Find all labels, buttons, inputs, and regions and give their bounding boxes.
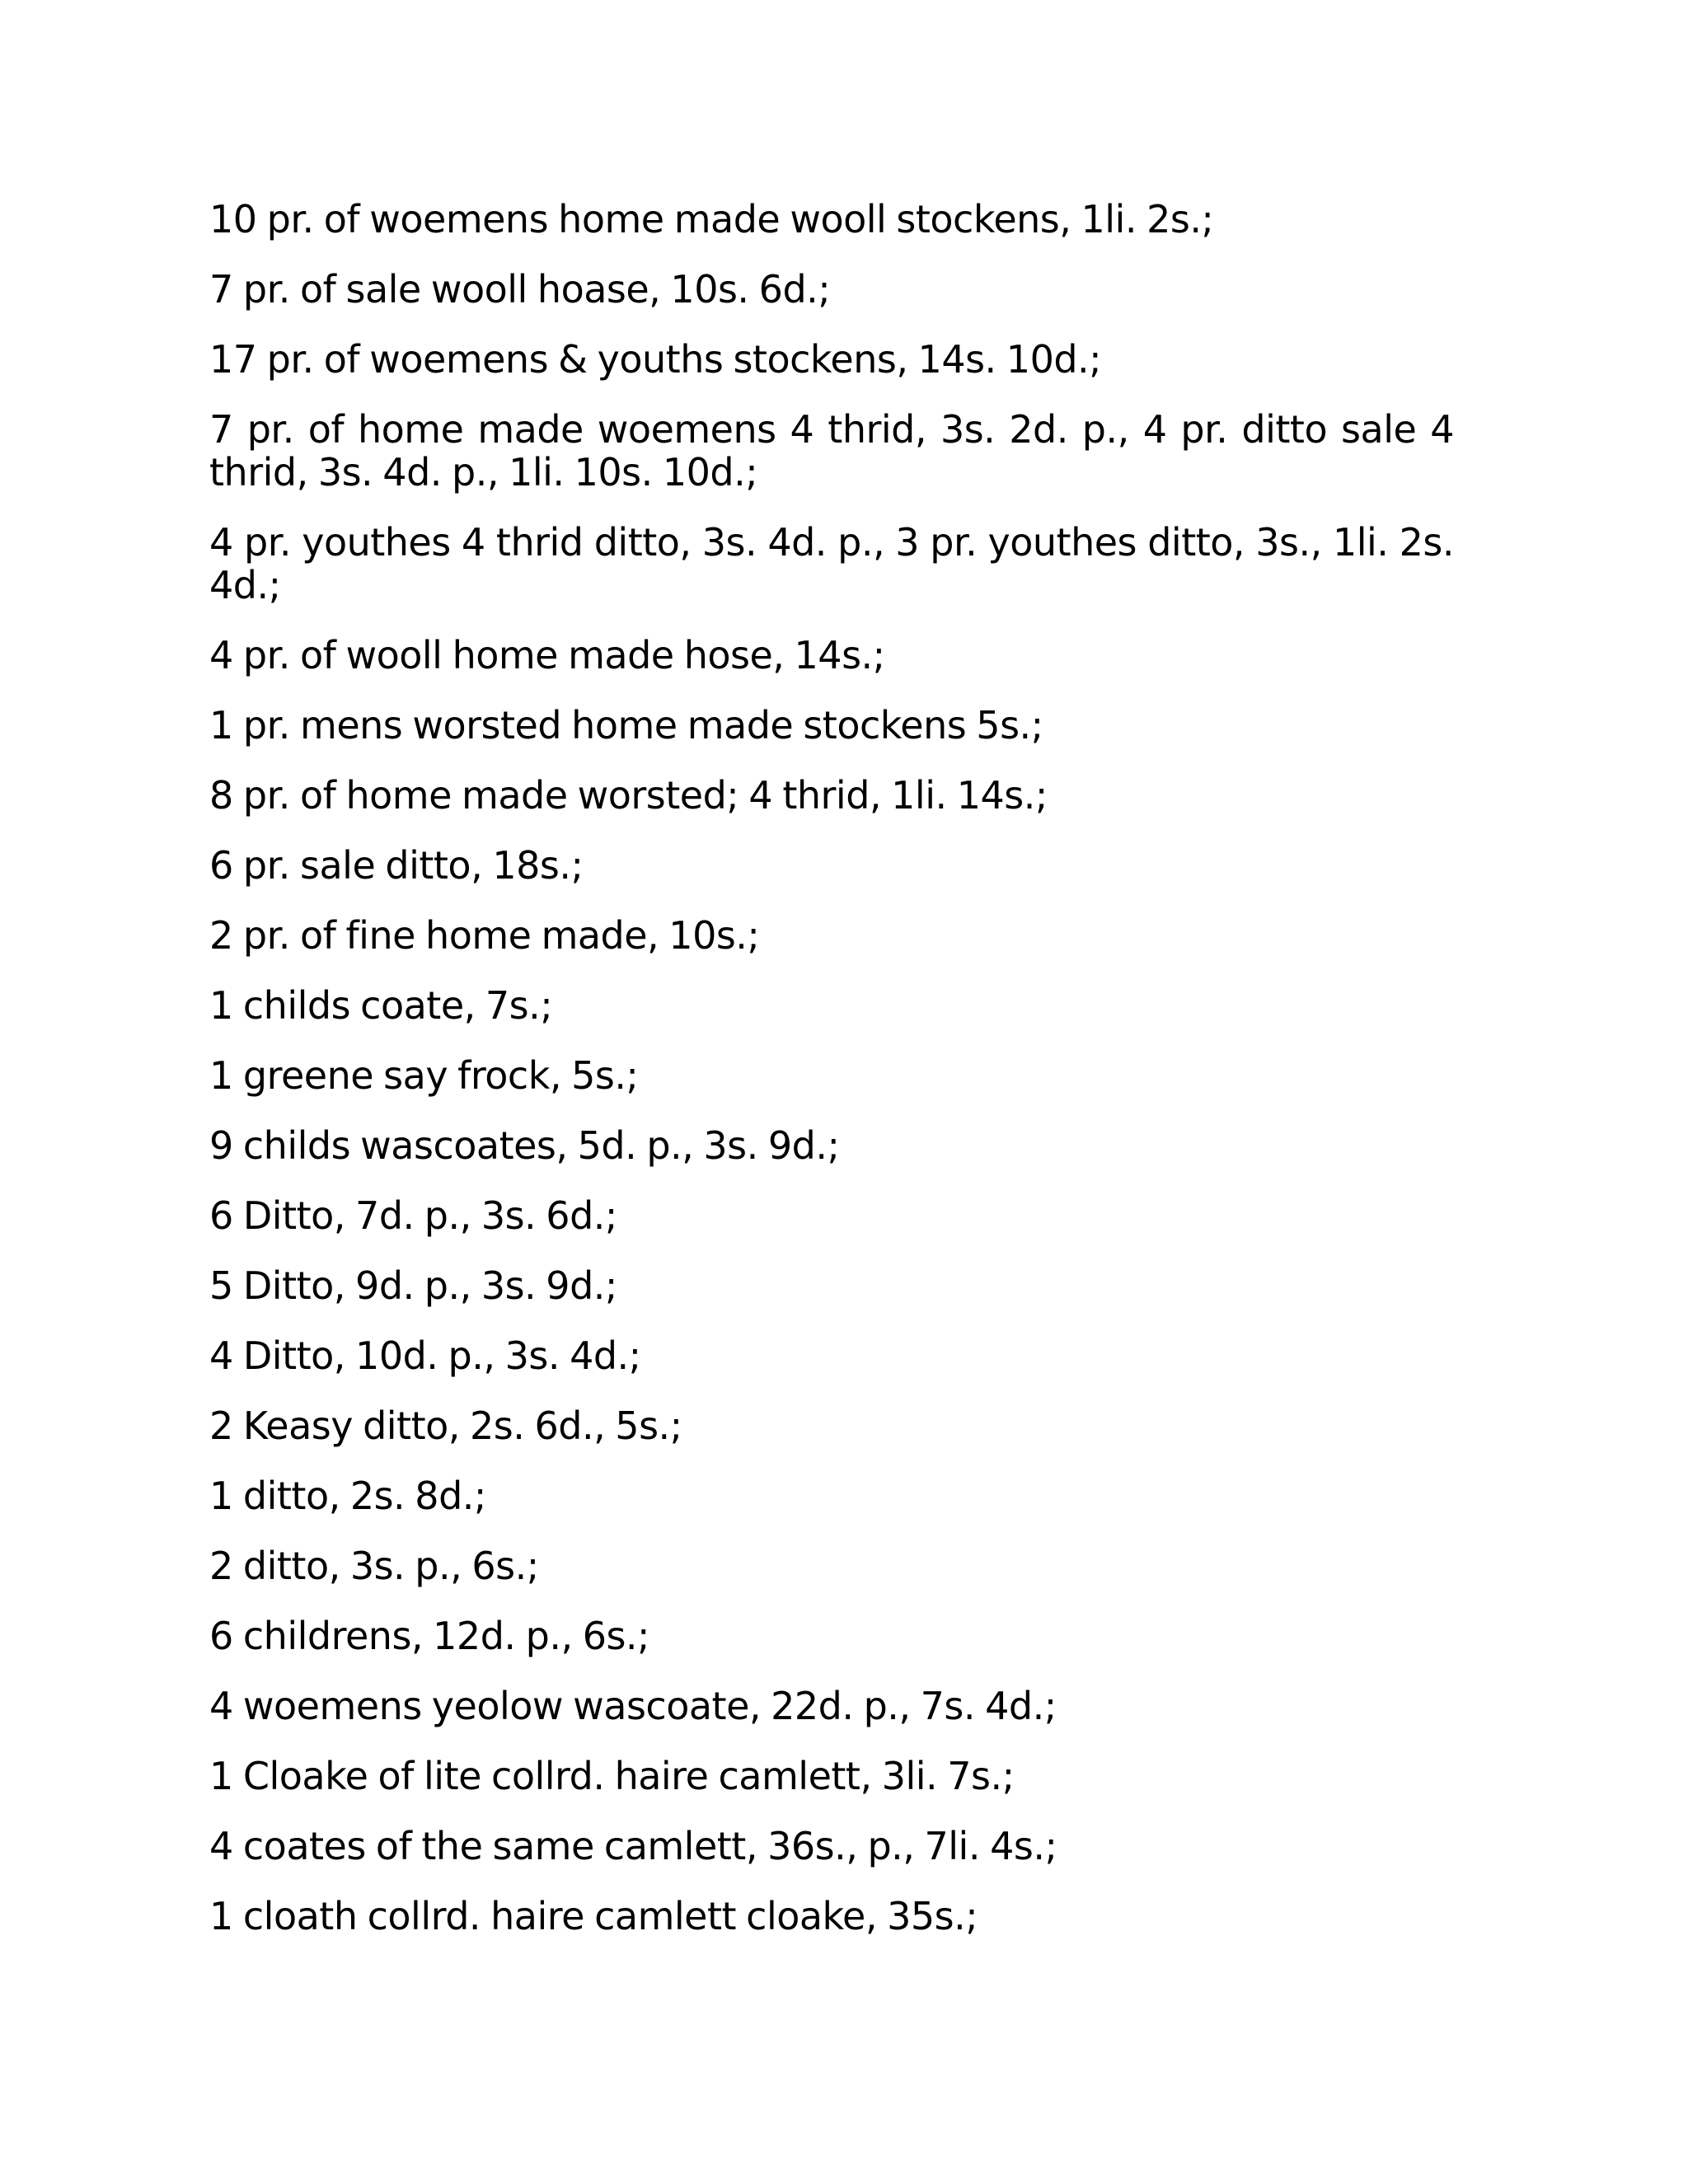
list-item: 6 childrens, 12d. p., 6s.;: [209, 1614, 650, 1658]
list-item: 7 pr. of home made woemens 4 thrid, 3s. 2d. p., 4 pr. ditto sale 4 thrid, 3s. 4d. p., 1li. 10s. 10d.;: [209, 407, 1454, 494]
list-item: 1 ditto, 2s. 8d.;: [209, 1474, 486, 1518]
list-item: 10 pr. of woemens home made wooll stockens, 1li. 2s.;: [209, 197, 1214, 241]
list-item: 6 Ditto, 7d. p., 3s. 6d.;: [209, 1193, 617, 1238]
list-item: 2 Keasy ditto, 2s. 6d., 5s.;: [209, 1404, 682, 1448]
list-item: 1 greene say frock, 5s.;: [209, 1053, 639, 1098]
list-item: 2 ditto, 3s. p., 6s.;: [209, 1544, 539, 1588]
list-item: 4 pr. youthes 4 thrid ditto, 3s. 4d. p., 3 pr. youthes ditto, 3s., 1li. 2s. 4d.;: [209, 520, 1454, 607]
list-item: 6 pr. sale ditto, 18s.;: [209, 843, 584, 888]
list-item: 1 Cloake of lite collrd. haire camlett, 3li. 7s.;: [209, 1754, 1015, 1798]
list-item: 7 pr. of sale wooll hoase, 10s. 6d.;: [209, 267, 831, 312]
list-item: 1 childs coate, 7s.;: [209, 983, 553, 1028]
list-item: 1 pr. mens worsted home made stockens 5s.;: [209, 703, 1043, 748]
list-item: 4 woemens yeolow wascoate, 22d. p., 7s. 4d.;: [209, 1684, 1057, 1728]
list-item: 2 pr. of fine home made, 10s.;: [209, 913, 760, 958]
list-item: 17 pr. of woemens & youths stockens, 14s. 10d.;: [209, 337, 1102, 382]
inventory-list: [209, 198, 1454, 1965]
list-item: 4 Ditto, 10d. p., 3s. 4d.;: [209, 1333, 641, 1378]
list-item: 4 coates of the same camlett, 36s., p., 7li. 4s.;: [209, 1824, 1057, 1868]
list-item: 5 Ditto, 9d. p., 3s. 9d.;: [209, 1263, 617, 1308]
list-item: 1 cloath collrd. haire camlett cloake, 35s.;: [209, 1894, 978, 1938]
list-item: 8 pr. of home made worsted; 4 thrid, 1li. 14s.;: [209, 773, 1048, 818]
list-item: 4 pr. of wooll home made hose, 14s.;: [209, 633, 885, 677]
list-item: 9 childs wascoates, 5d. p., 3s. 9d.;: [209, 1123, 840, 1168]
